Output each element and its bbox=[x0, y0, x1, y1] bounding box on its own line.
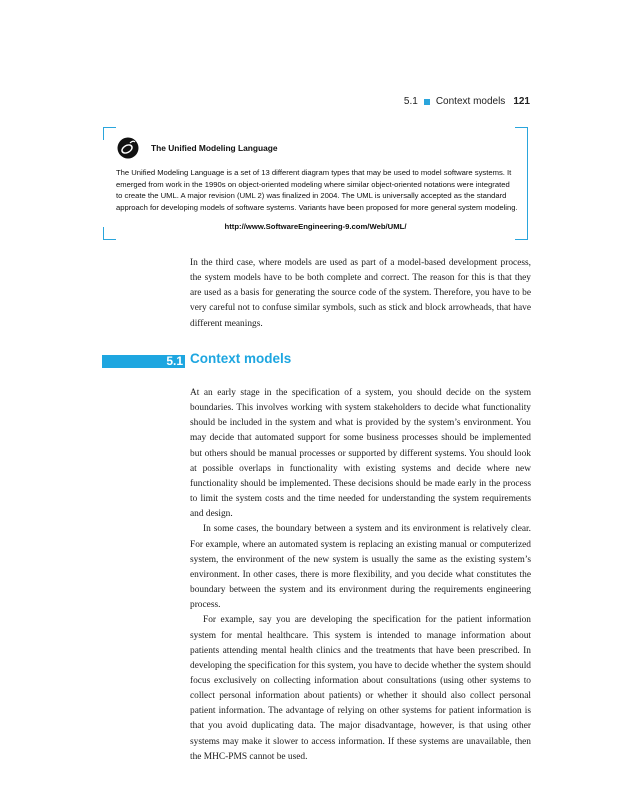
sidebar-body: The Unified Modeling Language is a set of 13 different diagram types that may be used to model software systems. It emerged from work in the 1990s on object-oriented modeling where similar object-oriented notations were integrated to create the UML. A major revision (UML 2) was finalized in 2004. The UML is universally accepted as the standard approach for developing models of software systems. Variants have been proposed for more general system modeling. bbox=[116, 168, 518, 212]
section-paragraph-3: For example, say you are developing the specification for the patient information system for mental healthcare. This system is intended to manage information about patients attending mental health clinics and the treatments that have been prescribed. In developing the specification for this system, you have to decide whether the system should focus exclusively on collecting information about consultations (using other systems to collect personal information about patients) or whether it should also collect personal patient information. The advantage of relying on other systems for patient information is that you avoid duplicating data. The major disadvantage, however, is that using other systems may make it slower to access information. If these systems are unavailable, then the MHC-PMS cannot be used. bbox=[190, 615, 531, 762]
header-square-icon bbox=[424, 99, 430, 105]
header-section-number: 5.1 bbox=[403, 96, 418, 107]
page-number: 121 bbox=[513, 96, 530, 107]
sidebar-title: The Unified Modeling Language bbox=[151, 143, 278, 153]
header-section-title: Context models bbox=[435, 96, 506, 107]
running-header bbox=[404, 96, 530, 107]
section-paragraph-2: In some cases, the boundary between a system and its environment is relatively clear. For example, where an automated system is replacing an existing manual or computerized system, the environment of the new system is usually the same as the existing system’s environment. In other cases, there is more flexibility, and you decide what constitutes the boundary between the system and its environment during the requirements engineering process. bbox=[190, 524, 531, 611]
intro-paragraph: In the third case, where models are used as part of a model-based development process, the system models have to be both complete and correct. The reason for this is that they are used as a basis for generating the source code of the system. Therefore, you have to be very careful not to confuse similar symbols, such as stick and block arrowheads, that have different meanings. bbox=[190, 258, 531, 329]
sidebar-url-link[interactable]: http://www.SoftwareEngineering-9.com/Web/UML/ bbox=[224, 222, 407, 231]
section-paragraph-1: At an early stage in the specification of a system, you should decide on the system boundaries. This involves working with system stakeholders to decide what functionality should be included in the system and what is provided by the system’s environment. You may decide that automated support for some business processes should be implemented but others should be manual processes or supported by different systems. You should look at possible overlaps in functionality with existing systems and decide where new functionality should be implemented. These decisions should be made early in the process to limit the system costs and the time needed for understanding the system requirements and design. bbox=[190, 388, 531, 520]
intro-text bbox=[190, 256, 531, 332]
section-title: Context models bbox=[190, 351, 292, 366]
section-number-bar bbox=[102, 355, 185, 368]
section-body bbox=[190, 386, 531, 765]
globe-mouse-icon bbox=[117, 137, 139, 159]
section-number: 5.1 bbox=[166, 354, 183, 368]
box-corner-top-left bbox=[103, 127, 116, 140]
